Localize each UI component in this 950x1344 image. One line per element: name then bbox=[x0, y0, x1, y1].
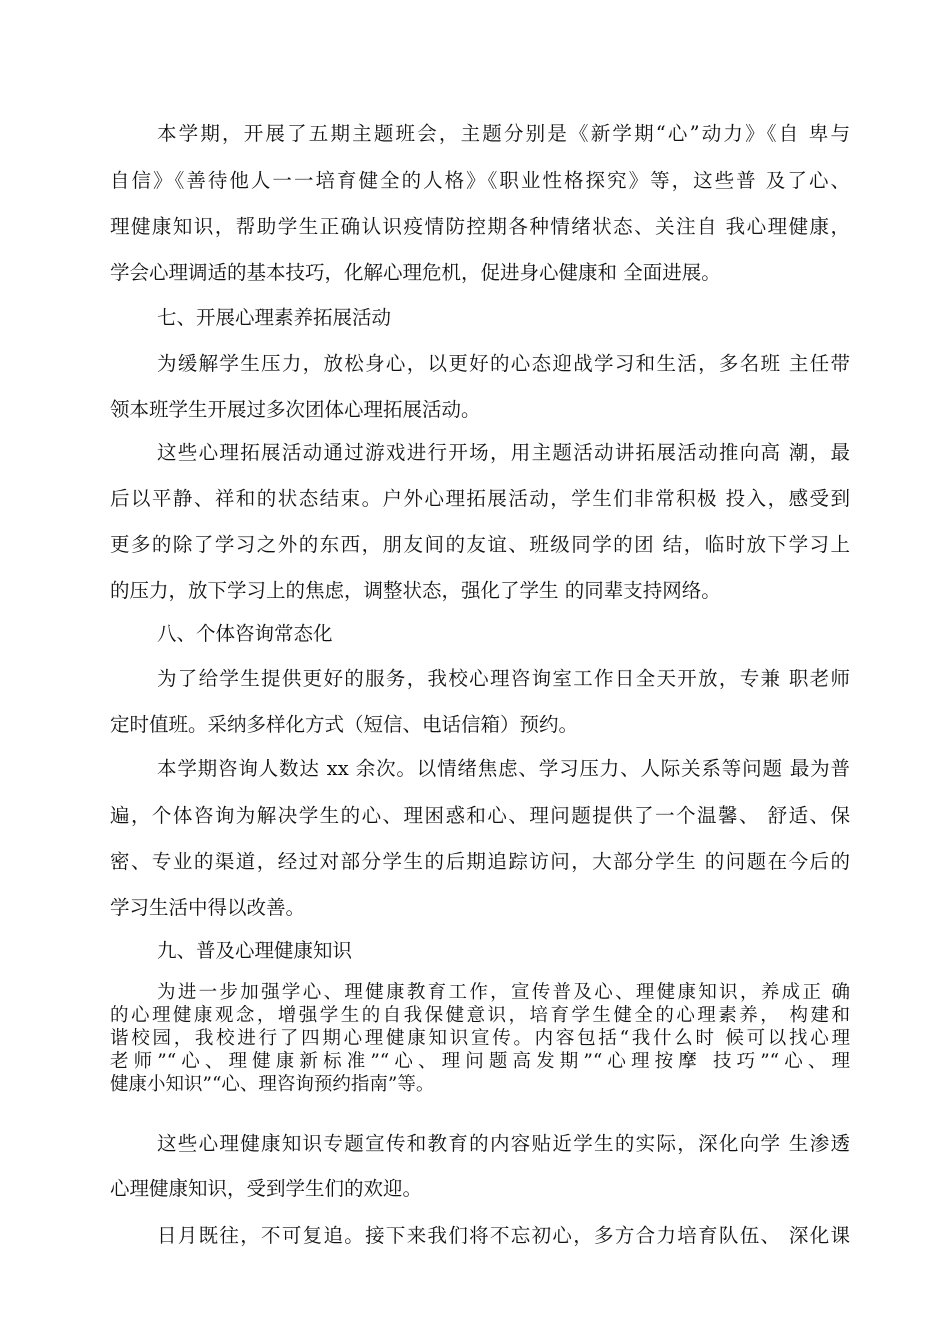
paragraph-line: 本学期咨询人数达 xx 余次。以情绪焦虑、学习压力、人际关系等问题 最为普 bbox=[157, 757, 850, 780]
paragraph-line: 遍，个体咨询为解决学生的心、理困惑和心、理问题提供了一个温馨、 舒适、保 bbox=[110, 804, 850, 827]
paragraph-line: 为进一步加强学心、理健康教育工作，宣传普及心、理健康知识，养成正 确 bbox=[157, 982, 850, 1003]
paragraph-line: 理健康知识，帮助学生正确认识疫情防控期各种情绪状态、关注自 我心理健康， bbox=[110, 215, 850, 238]
paragraph-line: 心理健康知识，受到学生们的欢迎。 bbox=[110, 1177, 423, 1200]
section-heading: 七、开展心理素养拓展活动 bbox=[157, 306, 392, 329]
paragraph-line: 自信》《善待他人一一培育健全的人格》《职业性格探究》等，这些普 及了心、 bbox=[110, 169, 850, 192]
paragraph-line: 领本班学生开展过多次团体心理拓展活动。 bbox=[110, 398, 481, 421]
paragraph-line: 这些心理健康知识专题宣传和教育的内容贴近学生的实际，深化向学 生渗透 bbox=[157, 1132, 850, 1155]
paragraph-line: 这些心理拓展活动通过游戏进行开场，用主题活动讲拓展活动推向高 潮，最 bbox=[157, 441, 850, 464]
paragraph-line: 本学期，开展了五期主题班会，主题分别是《新学期“心”动力》《自 卑与 bbox=[157, 122, 850, 145]
section-heading: 八、个体咨询常态化 bbox=[157, 622, 333, 645]
paragraph-line: 密、专业的渠道，经过对部分学生的后期追踪访问，大部分学生 的问题在今后的 bbox=[110, 850, 850, 873]
paragraph-line: 为了给学生提供更好的服务，我校心理咨询室工作日全天开放，专兼 职老师 bbox=[157, 667, 850, 690]
paragraph-line: 学会心理调适的基本技巧，化解心理危机，促进身心健康和 全面进展。 bbox=[110, 261, 721, 284]
paragraph-line: 老师”“心、理健康新标准”“心、理问题高发期”“心理按摩 技巧”“心、理 bbox=[110, 1051, 850, 1072]
paragraph-line: 日月既往，不可复追。接下来我们将不忘初心，多方合力培育队伍、 深化课 bbox=[157, 1224, 850, 1247]
paragraph-line: 谐校园，我校进行了四期心理健康知识宣传。内容包括“我什么时 候可以找心理 bbox=[110, 1028, 850, 1049]
section-heading: 九、普及心理健康知识 bbox=[157, 939, 353, 962]
paragraph-line: 更多的除了学习之外的东西，朋友间的友谊、班级同学的团 结，临时放下学习上 bbox=[110, 533, 850, 556]
paragraph-line: 为缓解学生压力，放松身心，以更好的心态迎战学习和生活，多名班 主任带 bbox=[157, 352, 850, 375]
paragraph-line: 后以平静、祥和的状态结束。户外心理拓展活动，学生们非常积极 投入，感受到 bbox=[110, 487, 850, 510]
paragraph-line: 定时值班。采纳多样化方式（短信、电话信箱）预约。 bbox=[110, 713, 579, 736]
paragraph-line: 健康小知识”“心、理咨询预约指南”等。 bbox=[110, 1074, 435, 1095]
paragraph-line: 的压力，放下学习上的焦虑，调整状态，强化了学生 的同辈支持网络。 bbox=[110, 579, 721, 602]
paragraph-line: 的心理健康观念，增强学生的自我保健意识，培育学生健全的心理素养， 构建和 bbox=[110, 1005, 850, 1026]
paragraph-line: 学习生活中得以改善。 bbox=[110, 896, 306, 919]
